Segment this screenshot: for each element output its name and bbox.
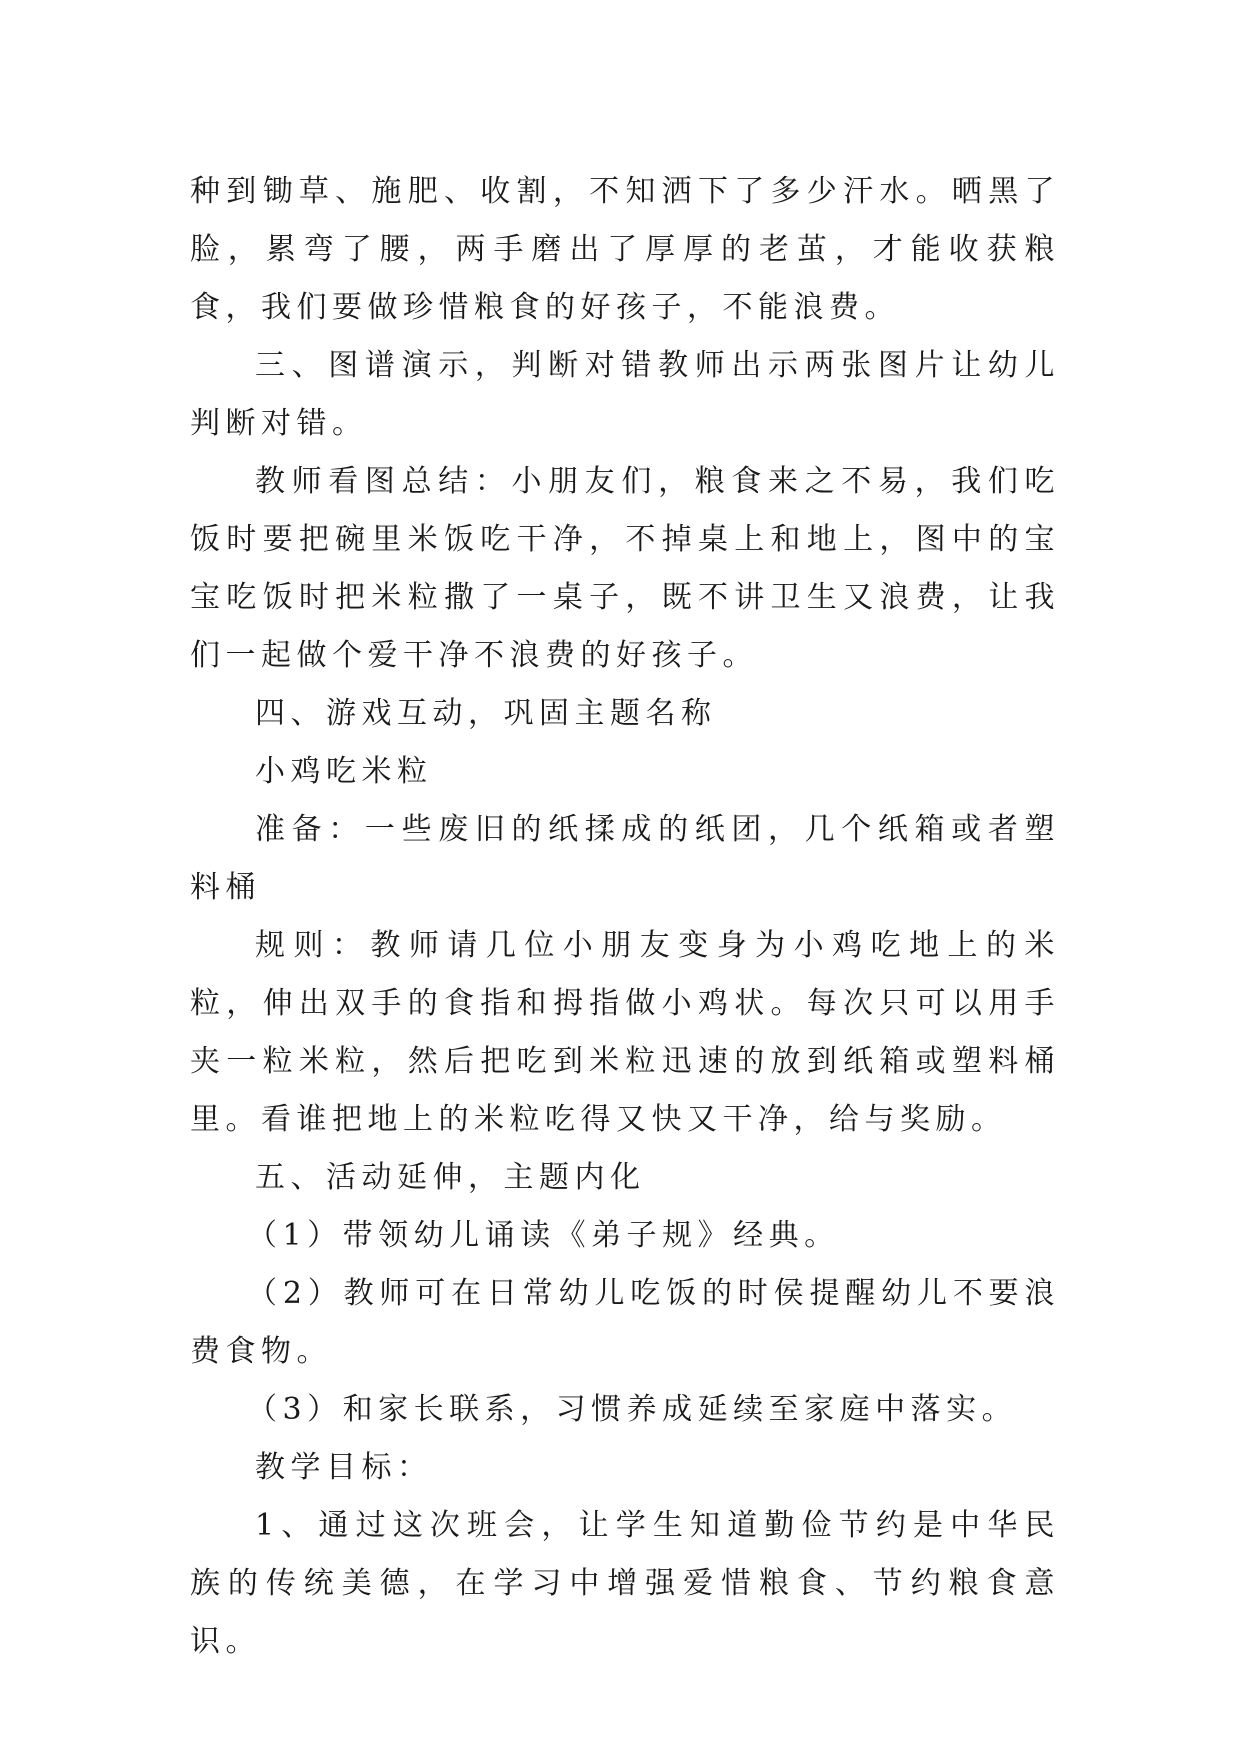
section-heading-4: 四、游戏互动，巩固主题名称 <box>255 696 717 731</box>
list-item-1: （1）带领幼儿诵读《弟子规》经典。 <box>247 1218 840 1253</box>
game-rules: 规则：教师请几位小朋友变身为小鸡吃地上的米粒，伸出双手的食指和拇指做小鸡状。每次只可以用手夹一粒米粒，然后把吃到米粒迅速的放到纸箱或塑料桶里。看谁把地上的米粒吃得又快又干净，给与奖励。 <box>190 928 1060 1137</box>
section-heading-3: 三、图谱演示，判断对错教师出示两张图片让幼儿判断对错。 <box>190 348 1060 441</box>
document-body <box>190 163 1060 1671</box>
list-item-3: （3）和家长联系，习惯养成延续至家庭中落实。 <box>247 1392 1018 1427</box>
game-preparation: 准备：一些废旧的纸揉成的纸团，几个纸箱或者塑料桶 <box>190 812 1060 905</box>
section-heading-5: 五、活动延伸，主题内化 <box>255 1160 646 1195</box>
list-item-2: （2）教师可在日常幼儿吃饭的时侯提醒幼儿不要浪费食物。 <box>190 1276 1060 1369</box>
teaching-goal-1: 1、通过这次班会，让学生知道勤俭节约是中华民族的传统美德，在学习中增强爱惜粮食、节约粮食意识。 <box>190 1508 1060 1659</box>
game-title: 小鸡吃米粒 <box>255 754 433 789</box>
paragraph-teacher-summary: 教师看图总结：小朋友们，粮食来之不易，我们吃饭时要把碗里米饭吃干净，不掉桌上和地上，图中的宝宝吃饭时把米粒撒了一桌子，既不讲卫生又浪费，让我们一起做个爱干净不浪费的好孩子。 <box>190 464 1060 673</box>
teaching-goals-heading: 教学目标： <box>255 1450 433 1485</box>
paragraph-continued: 种到锄草、施肥、收割，不知洒下了多少汗水。晒黑了脸，累弯了腰，两手磨出了厚厚的老茧，才能收获粮食，我们要做珍惜粮食的好孩子，不能浪费。 <box>190 174 1060 325</box>
